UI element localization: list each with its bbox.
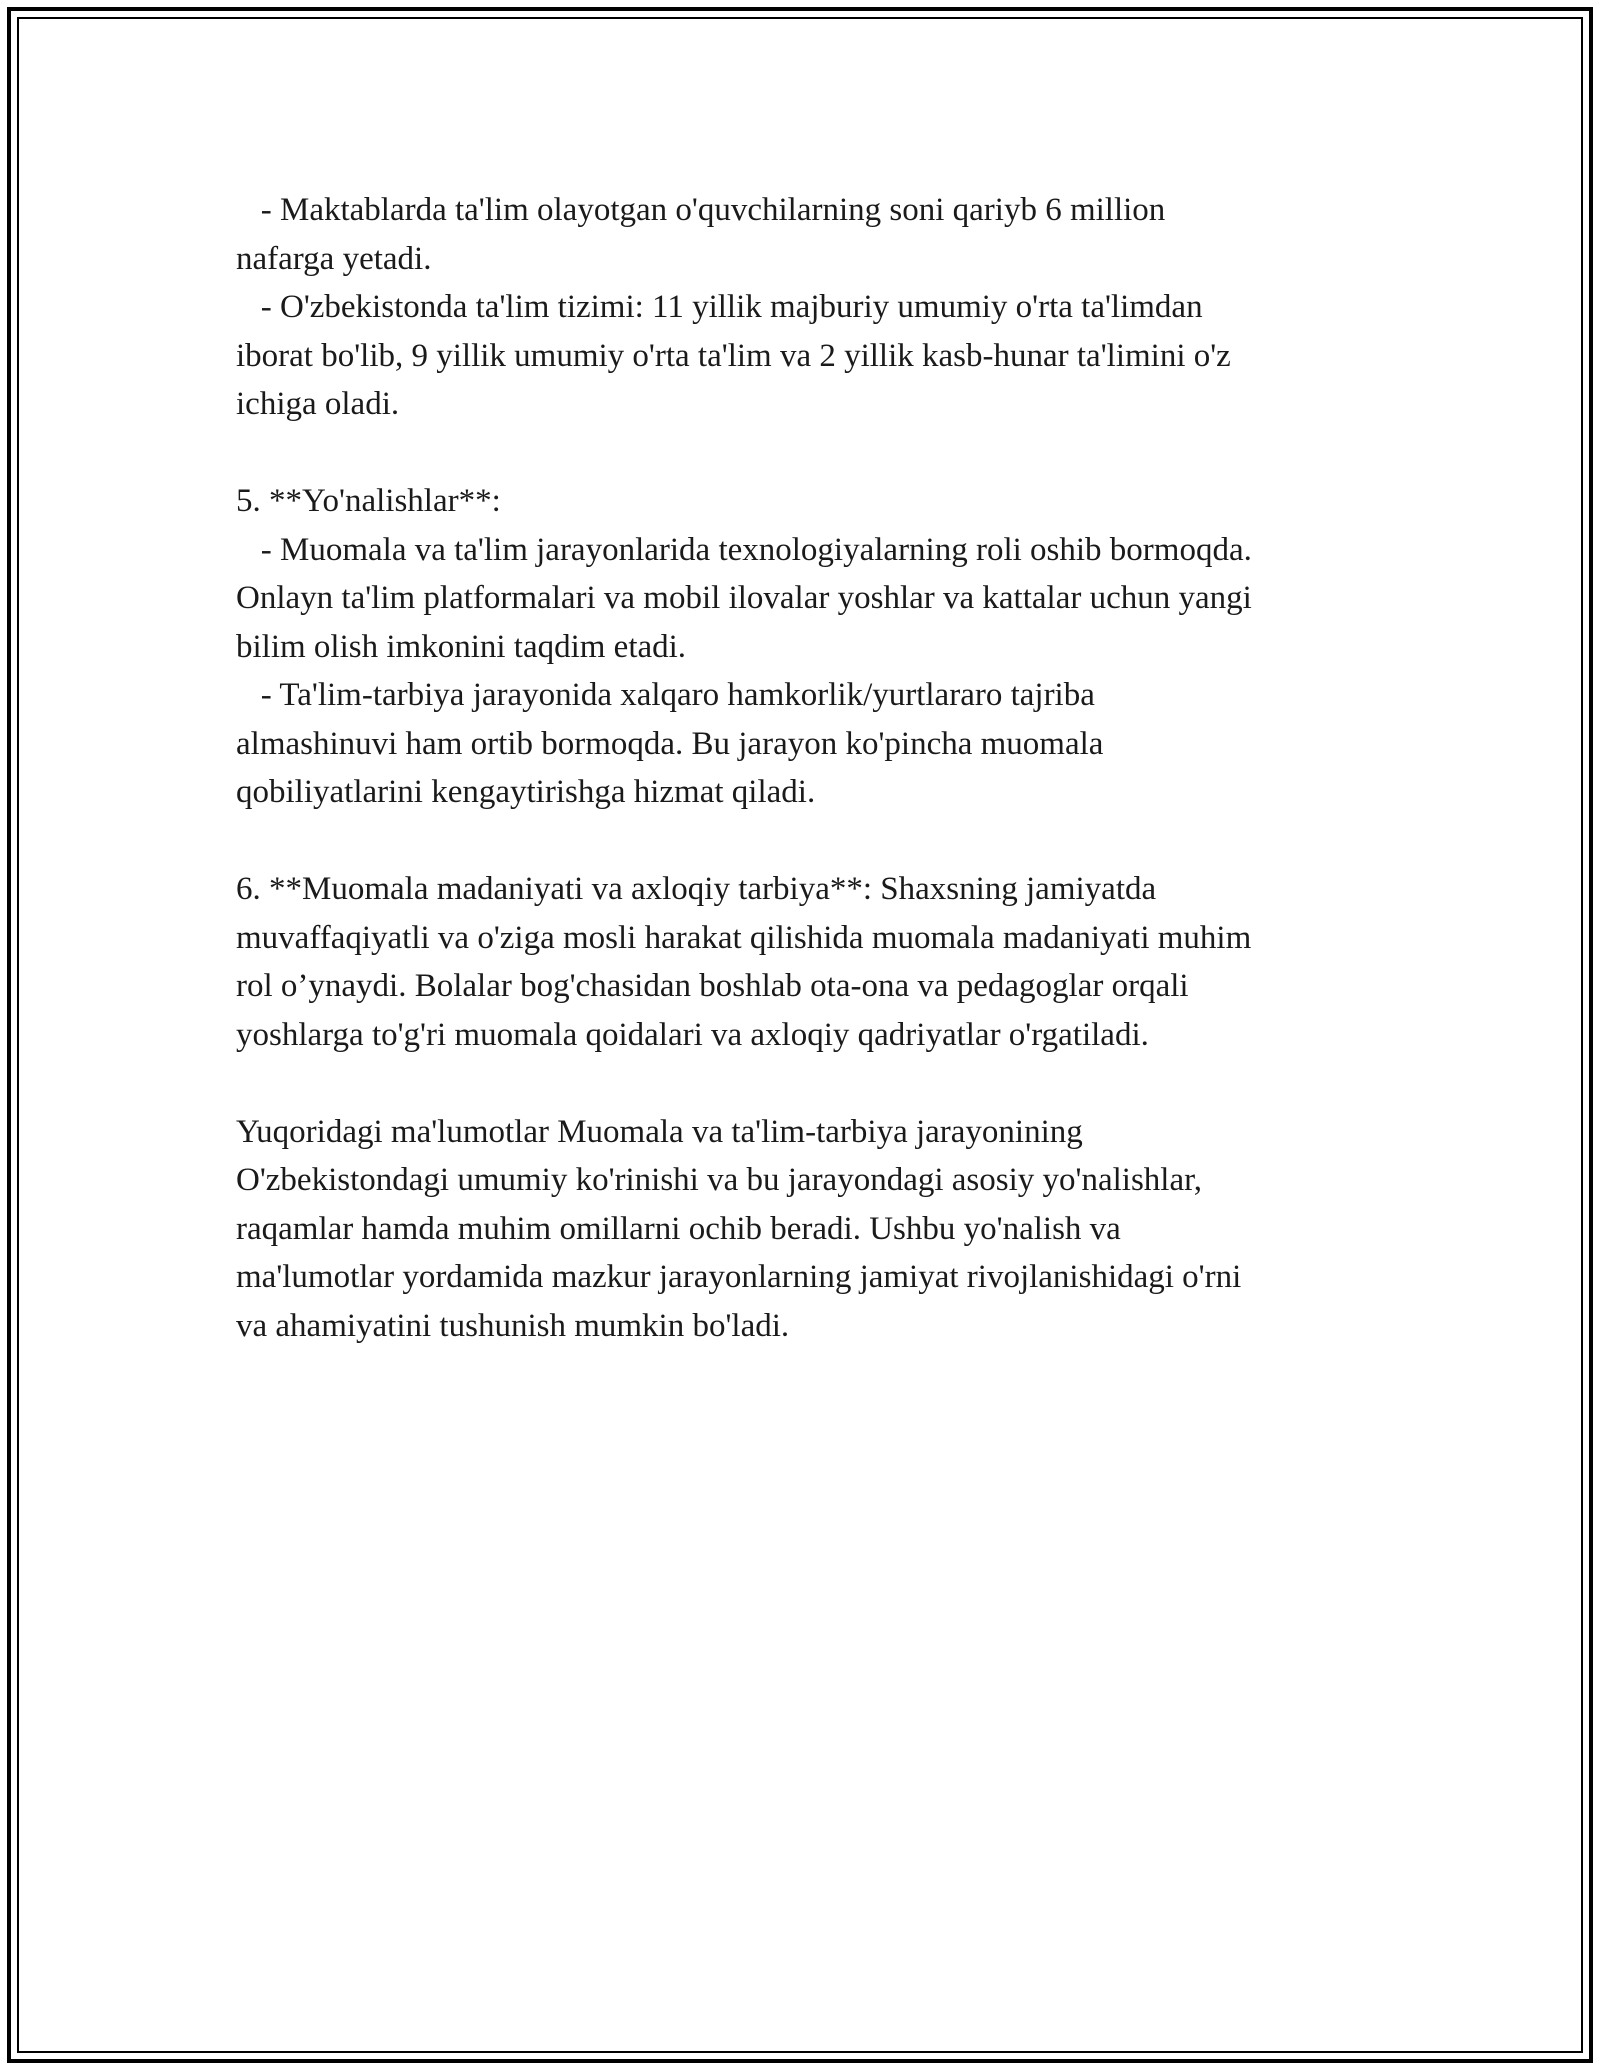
paragraph-spacer: [236, 429, 1376, 478]
bullet-international-cooperation: - Ta'lim-tarbiya jarayonida xalqaro hamkorlik/yurtlararo tajriba almashinuvi ham ortib bormoqda. Bu jarayon ko'pincha muomala qobiliyatlarini kengaytirishga hizmat qiladi.: [236, 677, 1104, 810]
bullet-technology-role: - Muomala va ta'lim jarayonlarida texnologiyalarning roli oshib bormoqda. Onlayn ta'lim platformalari va mobil ilovalar yoshlar va kattalar uchun yangi bilim olish imkonini taqdim etadi.: [236, 531, 1252, 665]
section-communication-culture: 6. **Muomala madaniyati va axloqiy tarbiya**: Shaxsning jamiyatda muvaffaqiyatli va o'ziga mosli harakat qilishida muomala madaniyati muhim rol o’ynaydi. Bolalar bog'chasidan boshlab ota-ona va pedagoglar orqali yoshlarga to'g'ri muomala qoidalari va axloqiy qadriyatlar o'rgatiladi.: [236, 871, 1252, 1053]
section-heading-directions: 5. **Yo'nalishlar**:: [236, 483, 501, 519]
bullet-students-count: - Maktablarda ta'lim olayotgan o'quvchilarning soni qariyb 6 million nafarga yetadi.: [236, 192, 1166, 277]
paragraph-spacer: [236, 817, 1376, 866]
paragraph-spacer: [236, 1059, 1376, 1108]
bullet-education-system: - O'zbekistonda ta'lim tizimi: 11 yillik majburiy umumiy o'rta ta'limdan iborat bo'lib, 9 yillik umumiy o'rta ta'lim va 2 yillik kasb-hunar ta'limini o'z ichiga oladi.: [236, 289, 1231, 422]
document-body: [236, 186, 1376, 1350]
conclusion-paragraph: Yuqoridagi ma'lumotlar Muomala va ta'lim-tarbiya jarayonining O'zbekistondagi umumiy ko'rinishi va bu jarayondagi asosiy yo'nalishlar, raqamlar hamda muhim omillarni ochib beradi. Ushbu yo'nalish va ma'lumotlar yordamida mazkur jarayonlarning jamiyat rivojlanishidagi o'rni va ahamiyatini tushunish mumkin bo'ladi.: [236, 1113, 1242, 1344]
